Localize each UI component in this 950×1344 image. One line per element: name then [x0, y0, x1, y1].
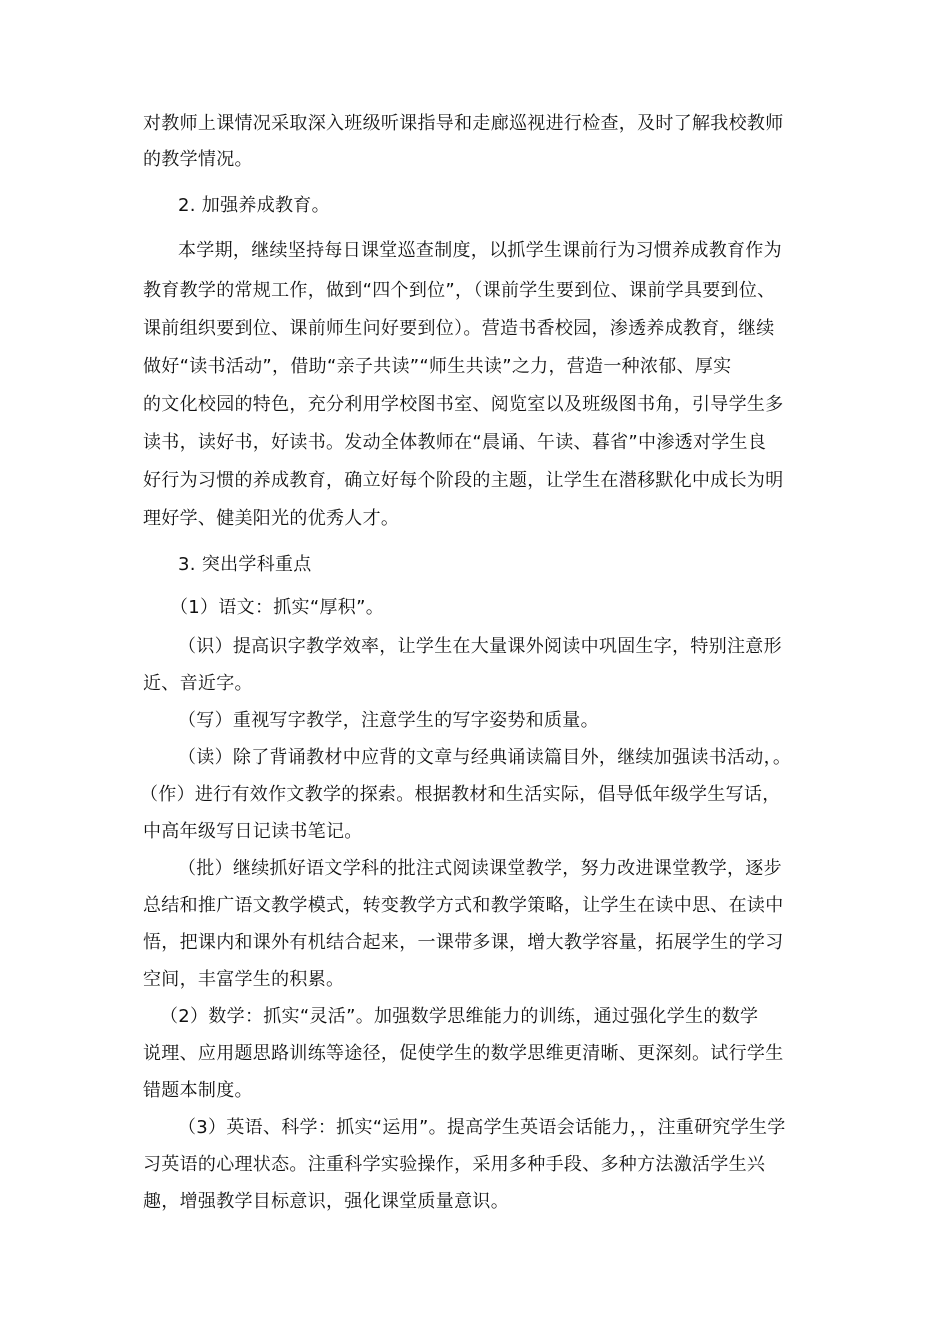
text-line: （写）重视写字教学，注意学生的写字姿势和质量。	[178, 710, 599, 731]
text-line: 悟，把课内和课外有机结合起来，一课带多课，增大教学容量，拓展学生的学习	[143, 932, 784, 953]
text-line: （2）数学：抓实“灵活”。加强数学思维能力的训练，通过强化学生的数学	[160, 1006, 759, 1027]
text-line: （识）提高识字教学效率，让学生在大量课外阅读中巩固生字，特别注意形	[178, 636, 782, 657]
text-line: 近、音近字。	[143, 673, 253, 694]
text-line: 课前组织要到位、课前师生问好要到位）。营造书香校园，渗透养成教育，继续	[143, 318, 775, 339]
text-line: 教育教学的常规工作，做到“四个到位”，（课前学生要到位、课前学具要到位、	[143, 280, 776, 301]
text-line: 说理、应用题思路训练等途径，促使学生的数学思维更清晰、更深刻。试行学生	[143, 1043, 784, 1064]
text-line: 做好“读书活动”，借助“亲子共读”“师生共读”之力，营造一种浓郁、厚实	[143, 356, 732, 377]
text-line: 理好学、健美阳光的优秀人才。	[143, 508, 400, 529]
text-line: （读）除了背诵教材中应背的文章与经典诵读篇目外，继续加强读书活动，。	[178, 747, 792, 768]
text-line: 趣，增强教学目标意识，强化课堂质量意识。	[143, 1191, 509, 1212]
section-heading: 3. 突出学科重点	[178, 554, 312, 575]
text-line: （批）继续抓好语文学科的批注式阅读课堂教学，努力改进课堂教学，逐步	[178, 858, 782, 879]
text-line: 总结和推广语文教学模式，转变教学方式和教学策略，让学生在读中思、在读中	[143, 895, 784, 916]
text-line: 的教学情况。	[143, 149, 253, 170]
text-line: 对教师上课情况采取深入班级听课指导和走廊巡视进行检查，及时了解我校教师	[143, 113, 784, 134]
text-line: （1）语文：抓实“厚积”。	[170, 597, 385, 618]
text-line: （作）进行有效作文教学的探索。根据教材和生活实际，倡导低年级学生写话，	[140, 784, 781, 805]
section-heading: 2. 加强养成教育。	[178, 195, 330, 216]
text-line: （3）英语、科学：抓实“运用”。提高学生英语会话能力，，注重研究学生学	[178, 1117, 786, 1138]
text-line: 好行为习惯的养成教育，确立好每个阶段的主题，让学生在潜移默化中成长为明	[143, 470, 784, 491]
text-line: 的文化校园的特色，充分利用学校图书室、阅览室以及班级图书角，引导学生多	[143, 394, 784, 415]
text-line: 中高年级写日记读书笔记。	[143, 821, 363, 842]
text-line: 习英语的心理状态。注重科学实验操作，采用多种手段、多种方法激活学生兴	[143, 1154, 766, 1175]
text-line: 错题本制度。	[143, 1080, 253, 1101]
text-line: 本学期，继续坚持每日课堂巡查制度，以抓学生课前行为习惯养成教育作为	[178, 240, 782, 261]
text-line: 读书，读好书，好读书。发动全体教师在“晨诵、午读、暮省”中渗透对学生良	[143, 432, 767, 453]
text-line: 空间，丰富学生的积累。	[143, 969, 345, 990]
